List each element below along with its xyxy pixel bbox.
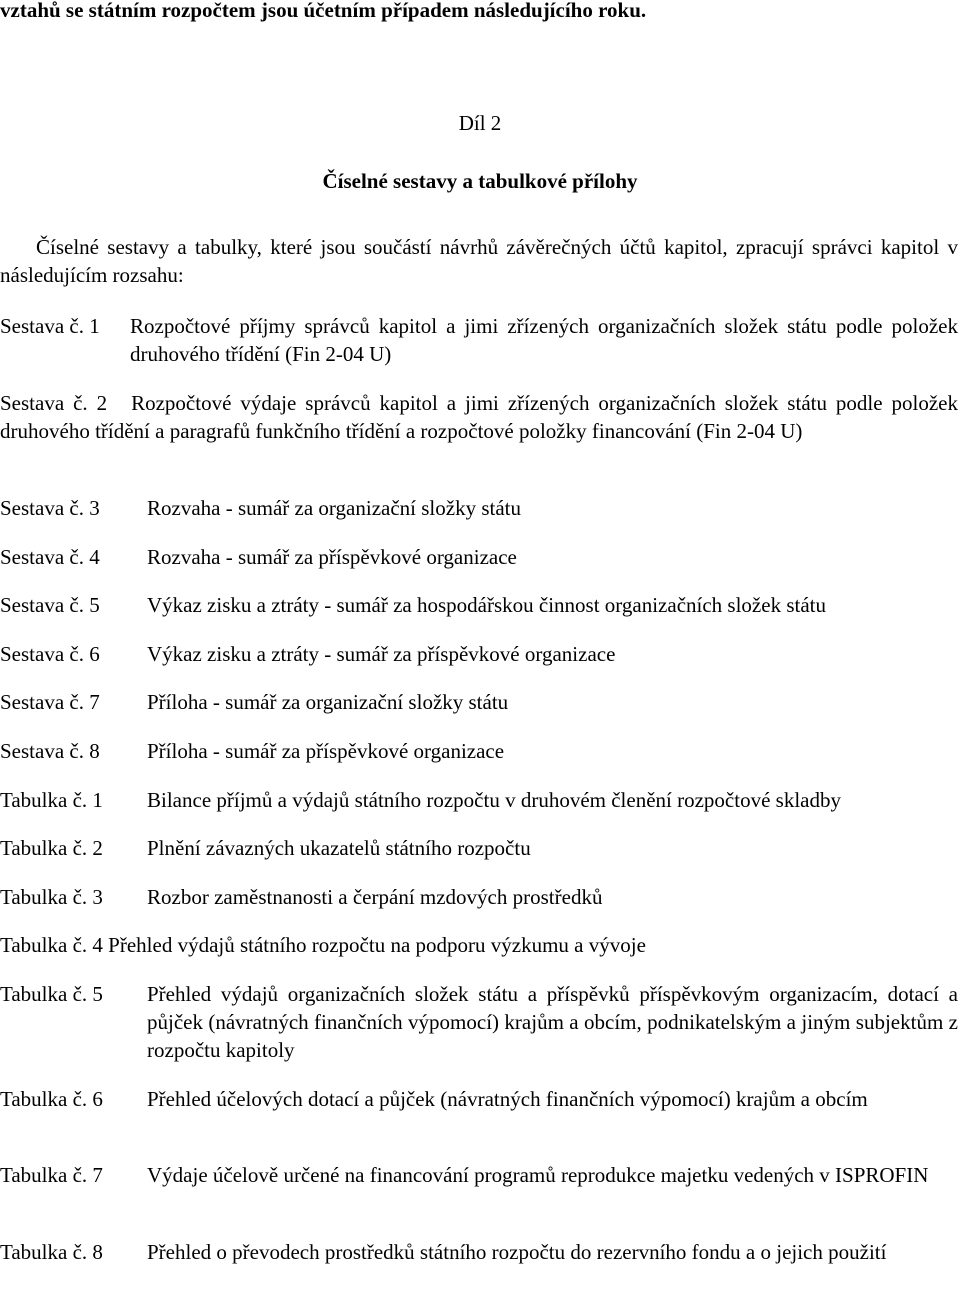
item-text: Bilance příjmů a výdajů státního rozpočtu v druhovém členění rozpočtové skladby bbox=[147, 788, 841, 812]
item-label: Tabulka č. 4 bbox=[0, 933, 103, 957]
item-text: Příloha - sumář za příspěvkové organizace bbox=[147, 739, 505, 763]
item-label: Sestava č. 4 bbox=[0, 545, 100, 569]
item-text: Výdaje účelově určené na financování programů reprodukce majetku vedených v ISPROFIN bbox=[147, 1163, 929, 1187]
item-label: Sestava č. 8 bbox=[0, 739, 100, 763]
item-text: Příloha - sumář za organizační složky státu bbox=[147, 690, 509, 714]
item-label: Tabulka č. 8 bbox=[0, 1240, 103, 1264]
item-text: Rozbor zaměstnanosti a čerpání mzdových prostředků bbox=[147, 885, 603, 909]
item-label: Tabulka č. 7 bbox=[0, 1163, 103, 1187]
item-label: Tabulka č. 6 bbox=[0, 1087, 103, 1111]
item-text: Rozvaha - sumář za příspěvkové organizace bbox=[147, 545, 517, 569]
continued-sentence: vztahů se státním rozpočtem jsou účetním případem následujícího roku. bbox=[0, 0, 647, 22]
intro-paragraph bbox=[0, 233, 958, 289]
item-label: Sestava č. 7 bbox=[0, 690, 100, 714]
item-text: Výkaz zisku a ztráty - sumář za příspěvkové organizace bbox=[147, 642, 616, 666]
part-number: Díl 2 bbox=[458, 111, 502, 135]
item-text: Rozpočtové výdaje správců kapitol a jimi zřízených organizačních složek státu podle položek druhového třídění a paragrafů funkčního třídění a rozpočtové položky financování (Fin 2-04 U) bbox=[0, 391, 958, 443]
item-label: Sestava č. 2 bbox=[0, 391, 108, 415]
item-label: Tabulka č. 2 bbox=[0, 836, 103, 860]
item-label: Sestava č. 6 bbox=[0, 642, 100, 666]
item-text: Přehled výdajů organizačních složek státu a příspěvků příspěvkovým organizacím, dotací a půjček (návratných finančních výpomocí) krajům a obcím, podnikatelským a jiným subjektům z rozpočtu kapitoly bbox=[147, 982, 958, 1062]
item-text: Rozpočtové příjmy správců kapitol a jimi zřízených organizačních složek státu podle položek druhového třídění (Fin 2-04 U) bbox=[130, 314, 958, 366]
intro-text: Číselné sestavy a tabulky, které jsou součástí návrhů závěrečných účtů kapitol, zpracují správci kapitol v následujícím rozsahu: bbox=[0, 235, 958, 287]
item-label: Sestava č. 3 bbox=[0, 496, 100, 520]
item-label: Tabulka č. 3 bbox=[0, 885, 103, 909]
item-text: Rozvaha - sumář za organizační složky státu bbox=[147, 496, 521, 520]
item-paragraph bbox=[0, 931, 646, 959]
item-text: Výkaz zisku a ztráty - sumář za hospodářskou činnost organizačních složek státu bbox=[147, 593, 826, 617]
item-label: Tabulka č. 1 bbox=[0, 788, 103, 812]
section-title: Číselné sestavy a tabulkové přílohy bbox=[322, 169, 638, 193]
item-label: Tabulka č. 5 bbox=[0, 982, 103, 1006]
item-label: Sestava č. 1 bbox=[0, 314, 100, 338]
item-text: Přehled o převodech prostředků státního rozpočtu do rezervního fondu a o jejich použití bbox=[147, 1240, 887, 1264]
item-label: Sestava č. 5 bbox=[0, 593, 100, 617]
item-text: Přehled výdajů státního rozpočtu na podporu výzkumu a vývoje bbox=[108, 933, 646, 957]
item-text: Přehled účelových dotací a půjček (návratných finančních výpomocí) krajům a obcím bbox=[147, 1087, 868, 1111]
item-text: Plnění závazných ukazatelů státního rozpočtu bbox=[147, 836, 531, 860]
item-paragraph bbox=[0, 389, 958, 445]
